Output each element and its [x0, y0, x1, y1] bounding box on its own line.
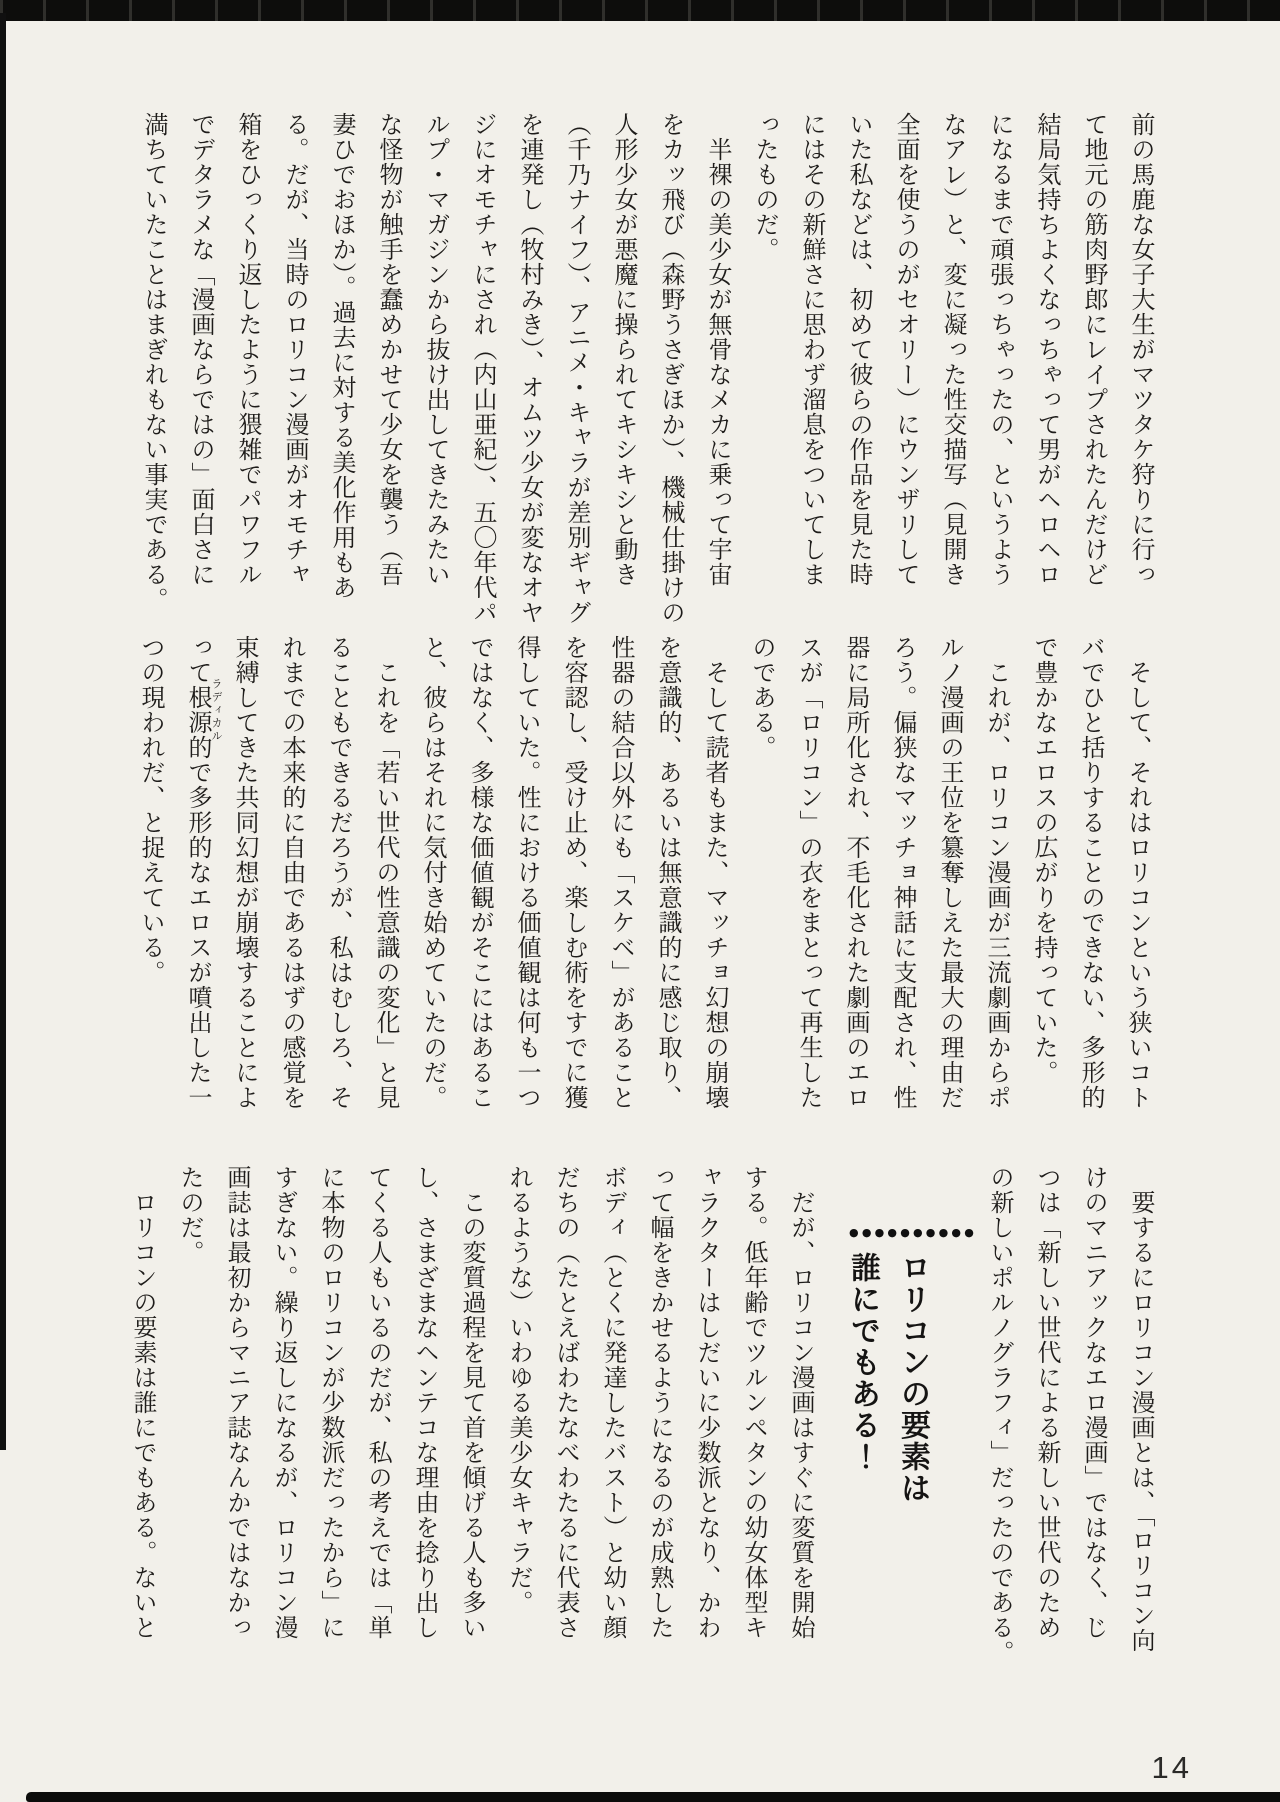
text-column: ルプ・マガジンから抜け出してきたみたい — [422, 112, 448, 587]
text-column: をカッ飛び（森野うさぎほか）、機械仕掛けの — [657, 112, 683, 625]
text-column: 結局気持ちよくなっちゃって男がヘロヘロ — [1033, 112, 1059, 587]
scan-edge-left — [0, 13, 6, 1450]
text-column: でデタラメな「漫画ならではの」面白さに — [187, 112, 213, 587]
text-column: 満ちていたことはまぎれもない事実である。 — [140, 112, 166, 612]
text-column: バでひと括りすることのできない、多形的 — [1077, 635, 1103, 1110]
text-column: スが「ロリコン」の衣をまとって再生した — [795, 635, 821, 1110]
text-column: れるような）いわゆる美少女キャラだ。 — [505, 1165, 531, 1615]
text-column: 前の馬鹿な女子大生がマツタケ狩りに行っ — [1127, 112, 1153, 587]
text-column: する。低年齢でツルンペタンの幼女体型キ — [740, 1165, 766, 1640]
text-column: を連発し（牧村みき）、オムツ少女が変なオヤ — [516, 112, 542, 625]
text-column: にはその新鮮さに思わず溜息をついてしま — [798, 112, 824, 587]
text-column: になるまで頑張っちゃったの、というよう — [986, 112, 1012, 587]
text-column: て地元の筋肉野郎にレイプされたんだけど — [1080, 112, 1106, 587]
section-heading-text — [837, 1252, 937, 1508]
text-column: で豊かなエロスの広がりを持っていた。 — [1030, 635, 1056, 1085]
page-number: 14 — [1151, 1750, 1192, 1785]
dotted-rule: ●●●●●●●●●● — [849, 1226, 977, 1239]
text-column: ャラクターはしだいに少数派となり、かわ — [693, 1165, 719, 1640]
text-column: ったものだ。 — [751, 112, 777, 262]
text-column: 半裸の美少女が無骨なメカに乗って宇宙 — [704, 112, 730, 587]
text-column: と、彼らはそれに気付き始めていたのだ。 — [419, 635, 445, 1110]
text-column: この変質過程を見て首を傾げる人も多い — [458, 1165, 484, 1640]
text-column: 画誌は最初からマニア誌なんかではなかっ — [223, 1165, 249, 1640]
text-band-2 — [126, 635, 1160, 1175]
text-column: ボディ（とくに発達したバスト）と幼い顔 — [599, 1165, 625, 1640]
text-column: 要するにロリコン漫画とは、「ロリコン向 — [1127, 1165, 1153, 1653]
text-column: そして、それはロリコンという狭いコト — [1124, 635, 1150, 1110]
text-column: ルノ漫画の王位を簒奪しえた最大の理由だ — [936, 635, 962, 1110]
text-column: 箱をひっくり返したように猥雑でパワフル — [234, 112, 260, 587]
text-column: な怪物が触手を蠢めかせて少女を襲う（吾 — [375, 112, 401, 587]
text-column: （千乃ナイフ）、アニメ・キャラが差別ギャグ — [563, 112, 589, 625]
text-column: ることもできるだろうが、私はむしろ、そ — [325, 635, 351, 1110]
text-column: に本物のロリコンが少数派だったから」に — [317, 1165, 343, 1640]
text-column: 人形少女が悪魔に操られてキシキシと動き — [610, 112, 636, 587]
text-column: って幅をきかせるようになるのが成熟した — [646, 1165, 672, 1640]
text-column: すぎない。繰り返しになるが、ロリコン漫 — [270, 1165, 296, 1640]
text-column: たのだ。 — [176, 1165, 202, 1265]
text-column: ではなく、多様な価値観がそこにはあるこ — [466, 635, 492, 1110]
text-column: 器に局所化され、不毛化された劇画のエロ — [842, 635, 868, 1110]
scan-edge-top — [0, 0, 1280, 21]
text-column: の新しいポルノグラフィ」だったのである。 — [986, 1165, 1012, 1665]
text-column: ろう。偏狭なマッチョ神話に支配され、性 — [889, 635, 915, 1110]
text-column: を意識的、あるいは無意識的に感じ取り、 — [654, 635, 680, 1110]
text-column: る。だが、当時のロリコン漫画がオモチャ — [281, 112, 307, 587]
text-column: 性器の結合以外にも「スケベ」があること — [607, 635, 633, 1110]
text-column: けのマニアックなエロ漫画」ではなく、じ — [1080, 1165, 1106, 1640]
heading-line-2: 誰にでもある！ — [846, 1252, 879, 1473]
text-band-1 — [129, 112, 1163, 652]
text-column: これを「若い世代の性意識の変化」と見 — [372, 635, 398, 1110]
text-column: いた私などは、初めて彼らの作品を見た時 — [845, 112, 871, 587]
text-column: のである。 — [748, 635, 774, 760]
text-column: てくる人もいるのだが、私の考えでは「単 — [364, 1165, 390, 1640]
text-column: 妻ひでおほか）。過去に対する美化作用もあ — [328, 112, 354, 600]
text-column: 得していた。性における価値観は何も一つ — [513, 635, 539, 1110]
text-column: ロリコンの要素は誰にでもある。ないと — [129, 1165, 155, 1640]
text-column: 束縛してきた共同幻想が崩壊することによ — [231, 635, 257, 1110]
text-column: つは「新しい世代による新しい世代のため — [1033, 1165, 1059, 1640]
furigana-annotation: ラディカル — [210, 678, 222, 743]
text-column: これが、ロリコン漫画が三流劇画からポ — [983, 635, 1009, 1110]
text-column: 全面を使うのがセオリー）にウンザリして — [892, 112, 918, 587]
text-column: って根源的で多形的なエロスが噴出した一 — [184, 635, 210, 1110]
scan-edge-bottom — [26, 1792, 1280, 1802]
text-column: だちの（たとえばわたなべわたるに代表さ — [552, 1165, 578, 1640]
text-column: れまでの本来的に自由であるはずの感覚を — [278, 635, 304, 1110]
text-column: を容認し、受け止め、楽しむ術をすでに獲 — [560, 635, 586, 1110]
text-column: つの現われだ、と捉えている。 — [137, 635, 163, 985]
text-column: し、さまざまなヘンテコな理由を捻り出し — [411, 1165, 437, 1640]
text-column: そして読者もまた、マッチョ幻想の崩壊 — [701, 635, 727, 1110]
section-heading — [823, 1226, 977, 1508]
heading-line-1: ロリコンの要素は — [896, 1252, 929, 1504]
text-column: だが、ロリコン漫画はすぐに変質を開始 — [787, 1165, 813, 1640]
text-band-3 — [118, 1165, 1163, 1710]
text-column: ジにオモチャにされ（内山亜紀）、五〇年代パ — [469, 112, 495, 625]
text-column: なアレ）と、変に凝った性交描写（見開き — [939, 112, 965, 587]
